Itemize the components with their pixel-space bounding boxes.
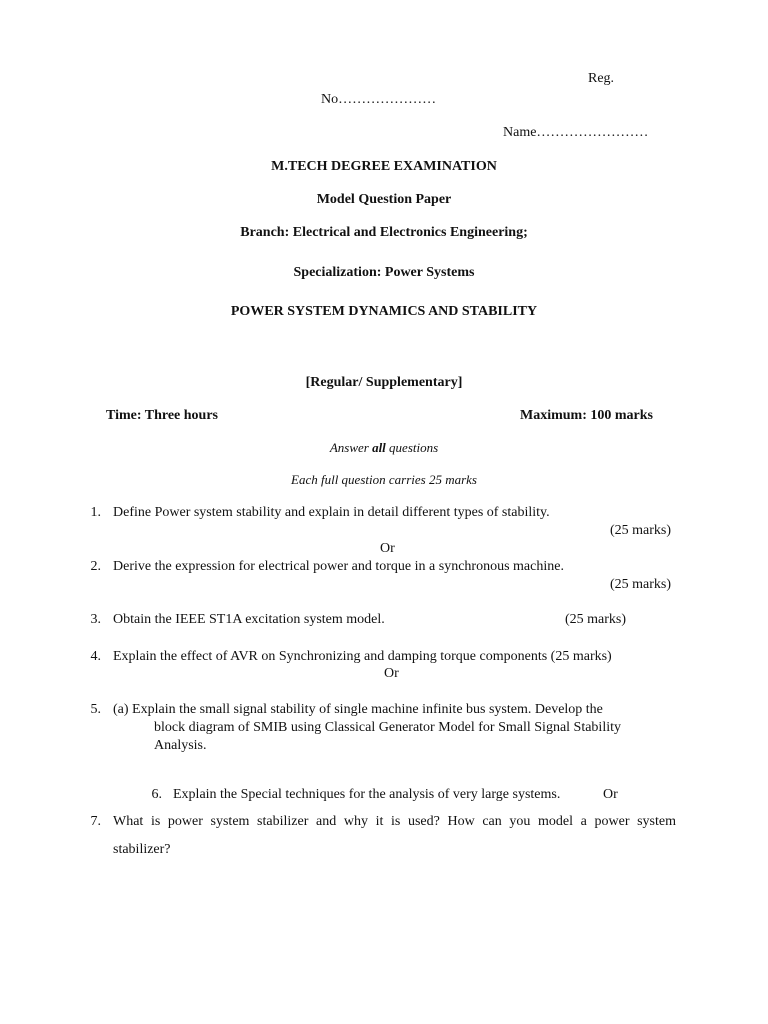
exam-title: M.TECH DEGREE EXAMINATION xyxy=(271,159,497,174)
question-number: 3. xyxy=(90,612,101,627)
or-separator: Or xyxy=(384,666,399,681)
maximum-marks: Maximum: 100 marks xyxy=(520,408,653,423)
reg-label: Reg. xyxy=(588,71,615,86)
marks-instruction: Each full question carries 25 marks xyxy=(291,472,477,487)
question-text-line-3: Analysis. xyxy=(154,738,207,753)
question-number: 2. xyxy=(90,559,101,574)
question-number: 5. xyxy=(90,702,101,717)
reg-number-field: No………………… xyxy=(321,92,437,107)
or-separator: Or xyxy=(603,787,618,802)
question-number: 1. xyxy=(90,505,101,520)
question-marks: (25 marks) xyxy=(610,577,672,592)
question-text: Obtain the IEEE ST1A excitation system model. xyxy=(113,612,385,627)
name-field: Name…………………… xyxy=(503,125,649,140)
question-number: 6. xyxy=(151,787,162,802)
question-text: Derive the expression for electrical power and torque in a synchronous machine. xyxy=(113,559,564,574)
question-text: Explain the effect of AVR on Synchronizing and damping torque components (25 marks) xyxy=(113,649,612,664)
time-allowed: Time: Three hours xyxy=(106,408,219,423)
subject-title: POWER SYSTEM DYNAMICS AND STABILITY xyxy=(230,304,538,319)
question-text: Define Power system stability and explain in detail different types of stability. xyxy=(113,505,550,520)
answer-instruction: Answer all questions xyxy=(329,440,439,455)
question-marks: (25 marks) xyxy=(565,612,627,627)
question-number: 4. xyxy=(90,649,101,664)
question-number: 7. xyxy=(90,814,101,829)
specialization-line: Specialization: Power Systems xyxy=(293,265,475,280)
question-text-line-1: What is power system stabilizer and why it is used? How can you model a power system xyxy=(113,814,676,829)
regular-supplementary: [Regular/ Supplementary] xyxy=(305,375,463,390)
question-text-line-1: (a) Explain the small signal stability of single machine infinite bus system. Develop the xyxy=(113,702,603,717)
question-text-line-2: block diagram of SMIB using Classical Generator Model for Small Signal Stability xyxy=(154,720,621,735)
question-marks: (25 marks) xyxy=(610,523,672,538)
paper-type: Model Question Paper xyxy=(316,192,452,207)
question-text: Explain the Special techniques for the analysis of very large systems. xyxy=(173,787,561,802)
or-separator: Or xyxy=(380,541,395,556)
question-text-line-2: stabilizer? xyxy=(113,842,171,857)
branch-line: Branch: Electrical and Electronics Engineering; xyxy=(240,225,528,240)
